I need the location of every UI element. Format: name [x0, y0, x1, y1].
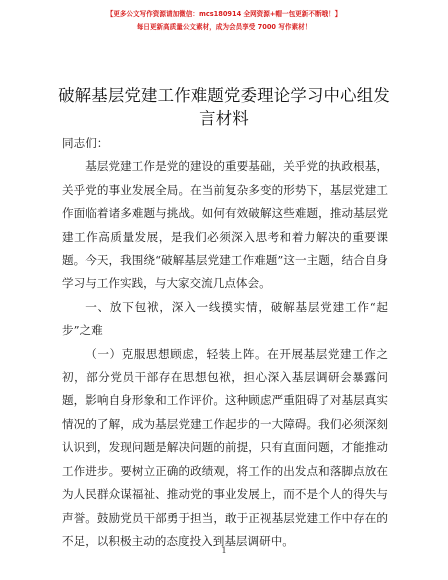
salutation: 同志们： — [62, 136, 109, 150]
section-heading-1: 一、放下包袱，深入一线摸实情，破解基层党建工作“起步”之难 — [62, 299, 388, 338]
promo-line-1: 【更多公文写作资源请加微信：mcs180914 全网资源+帽一包更新不断哦！】 — [106, 10, 342, 18]
document-body — [62, 132, 388, 553]
promo-line-2: 每日更新高质量公文素材，成为会员享受 7000 写作素材！ — [136, 23, 312, 31]
paragraph-intro: 基层党建工作是党的建设的重要基础，关乎党的执政根基，关乎党的事业发展全局。在当前复杂多变的形势下，基层党建工作面临着诸多难题与挑战。如何有效破解这些难题，推动基层党建工作高质量发展，是我们必须深入思考和着力解决的重要课题。今天，我围绕“破解基层党建工作难题”这一主题，结合自身学习与工作实践，与大家交流几点体会。 — [62, 159, 388, 291]
paragraph-subsection-1: （一）克服思想顾虑，轻装上阵。在开展基层党建工作之初，部分党员干部存在思想包袱，担心深入基层调研会暴露问题，影响自身形象和工作评价。这种顾虑严重阻碍了对基层真实情况的了解，成为基层党建工作起步的一大障碍。我们必须深刻认识到，发现问题是解决问题的前提，只有直面问题，才能推动工作进步。要树立正确的政绩观，将工作的出发点和落脚点放在为人民群众谋福祉、推动党的事业发展上，而不是个人的得失与声誉。鼓励党员干部勇于担当，敢于正视基层党建工作中存在的不足，以积极主动的态度投入到基层调研中。 — [62, 346, 388, 548]
document-title: 破解基层党建工作难题党委理论学习中心组发言材料 — [58, 86, 390, 128]
promo-header — [0, 8, 448, 34]
page-number: 1 — [221, 546, 227, 555]
